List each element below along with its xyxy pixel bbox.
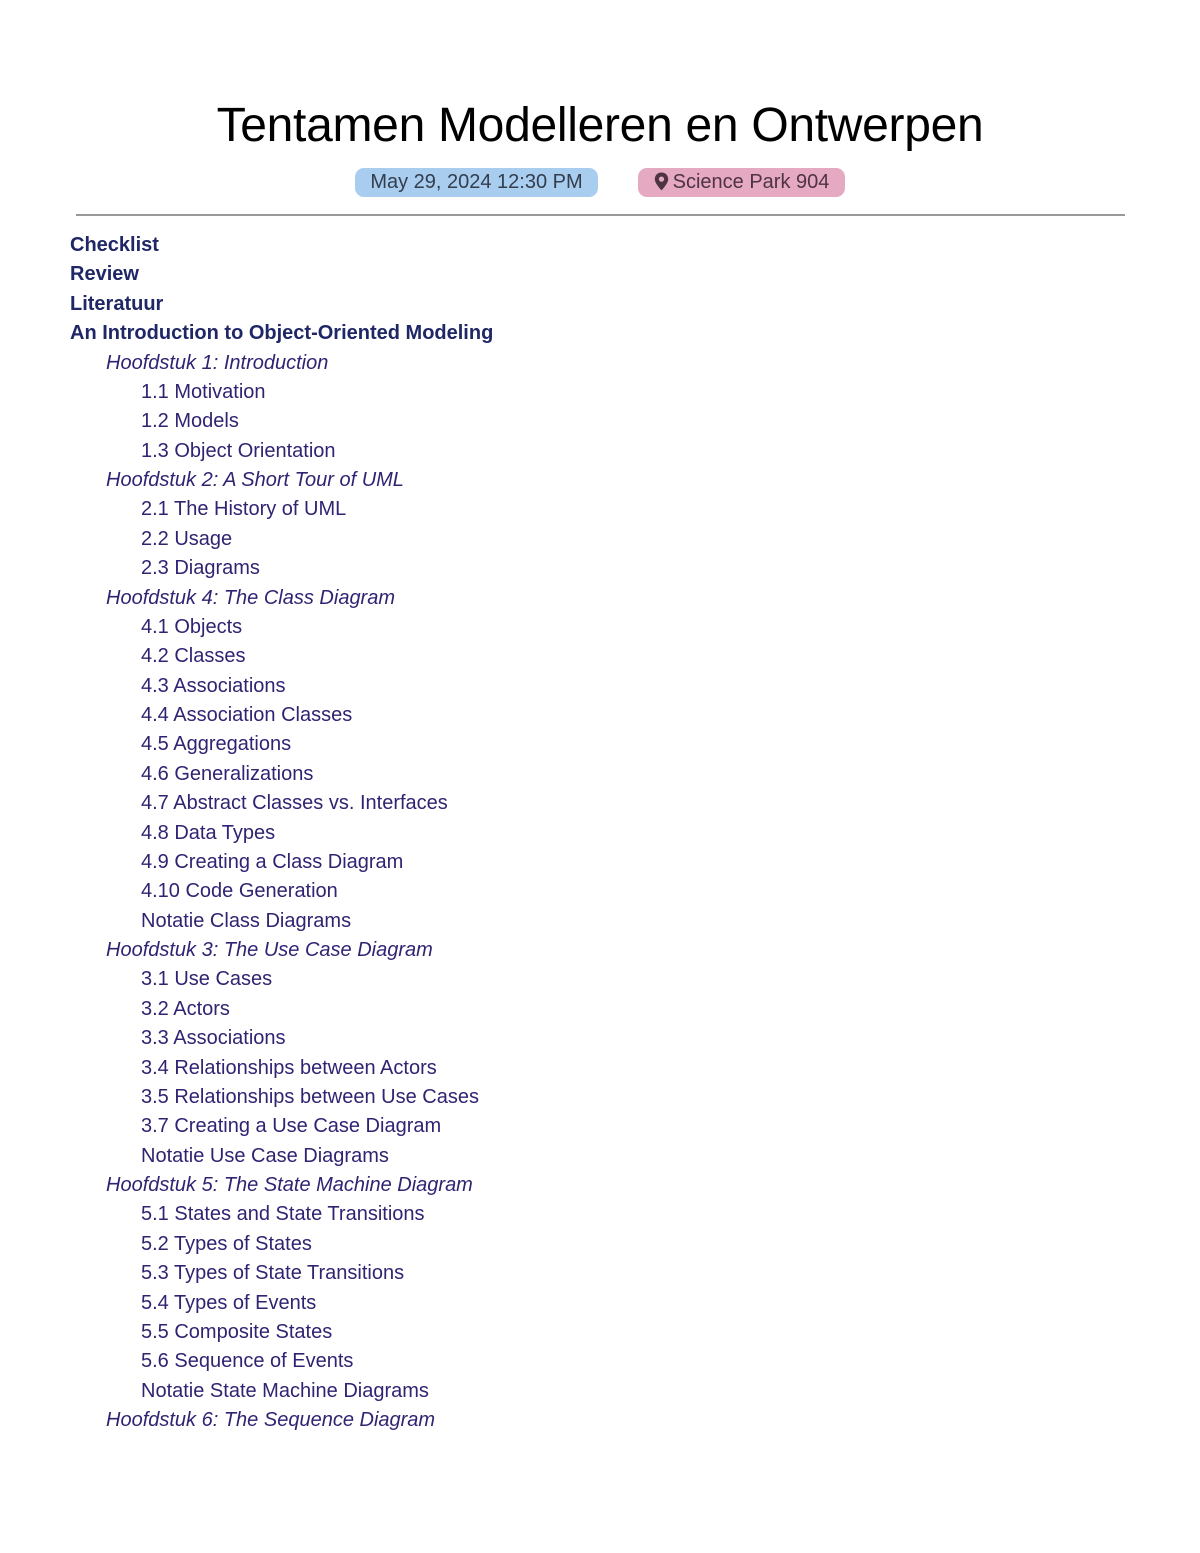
toc-subsection-link[interactable]: 4.4 Association Classes (141, 704, 353, 726)
toc-subsection-link[interactable]: 1.1 Motivation (141, 380, 266, 403)
toc-subsection-link[interactable]: 1.3 Object Orientation (141, 439, 336, 462)
toc-chapter-link[interactable]: Hoofdstuk 2: A Short Tour of UML (106, 469, 404, 491)
toc-subsection-link[interactable]: 5.2 Types of States (141, 1232, 312, 1255)
toc-subsection-link[interactable]: Notatie Class Diagrams (141, 909, 352, 932)
toc-subsection-link[interactable]: 3.4 Relationships between Actors (141, 1056, 437, 1079)
map-pin-icon (654, 171, 669, 200)
toc-chapter-link[interactable]: Hoofdstuk 6: The Sequence Diagram (106, 1409, 436, 1431)
toc-subsection-link[interactable]: 2.1 The History of UML (141, 498, 347, 521)
date-tag (355, 168, 598, 197)
toc-subsection-link[interactable]: 4.10 Code Generation (141, 880, 338, 903)
location-tag-label: Science Park 904 (672, 171, 830, 193)
toc-subsection-link[interactable]: 4.9 Creating a Class Diagram (141, 850, 404, 873)
property-tags (0, 168, 1200, 198)
toc-chapter-link[interactable]: Hoofdstuk 1: Introduction (106, 351, 329, 374)
toc-subsection-link[interactable]: 4.7 Abstract Classes vs. Interfaces (141, 792, 448, 815)
toc-subsection-link[interactable]: 4.8 Data Types (141, 821, 276, 844)
toc-subsection-link[interactable]: 4.3 Associations (141, 674, 286, 697)
toc-subsection-link[interactable]: 3.2 Actors (141, 997, 230, 1020)
toc-subsection-link[interactable]: 4.2 Classes (141, 645, 246, 668)
toc-subsection-link[interactable]: 5.5 Composite States (141, 1320, 333, 1343)
toc-subsection-link[interactable]: 4.5 Aggregations (141, 733, 292, 756)
toc-subsection-link[interactable]: 4.6 Generalizations (141, 762, 314, 785)
toc-subsection-link[interactable]: 5.6 Sequence of Events (141, 1350, 354, 1373)
toc-subsection-link[interactable]: 1.2 Models (141, 410, 239, 433)
header-divider (76, 214, 1125, 216)
toc-chapter-link[interactable]: Hoofdstuk 5: The State Machine Diagram (106, 1174, 473, 1196)
date-tag-label: May 29, 2024 12:30 PM (370, 171, 583, 193)
toc-subsection-link[interactable]: 5.4 Types of Events (141, 1291, 317, 1314)
toc-subsection-link[interactable]: 3.3 Associations (141, 1027, 286, 1050)
toc-subsection-link[interactable]: 3.1 Use Cases (141, 968, 273, 991)
page-title: Tentamen Modelleren en Ontwerpen (216, 99, 984, 152)
toc-subsection-link[interactable]: 2.2 Usage (141, 527, 233, 550)
toc-subsection-link[interactable]: 4.1 Objects (141, 615, 243, 638)
toc-subsection-link[interactable]: 5.1 States and State Transitions (141, 1203, 425, 1226)
toc-subsection-link[interactable]: 3.7 Creating a Use Case Diagram (141, 1115, 442, 1138)
toc-chapter-link[interactable]: Hoofdstuk 3: The Use Case Diagram (106, 939, 433, 961)
toc-subsection-link[interactable]: 2.3 Diagrams (141, 557, 260, 580)
toc-section-link[interactable]: Review (70, 263, 139, 286)
toc-subsection-link[interactable]: 5.3 Types of State Transitions (141, 1262, 405, 1285)
toc-subsection-link[interactable]: Notatie Use Case Diagrams (141, 1144, 389, 1167)
toc-chapter-link[interactable]: Hoofdstuk 4: The Class Diagram (106, 586, 396, 609)
table-of-contents (70, 231, 1130, 1435)
toc-subsection-link[interactable]: 3.5 Relationships between Use Cases (141, 1085, 479, 1108)
toc-section-link[interactable]: An Introduction to Object-Oriented Modeling (70, 322, 494, 345)
toc-section-link[interactable]: Checklist (70, 234, 159, 256)
toc-subsection-link[interactable]: Notatie State Machine Diagrams (141, 1379, 429, 1402)
location-tag (638, 168, 845, 197)
toc-section-link[interactable]: Literatuur (70, 292, 164, 315)
